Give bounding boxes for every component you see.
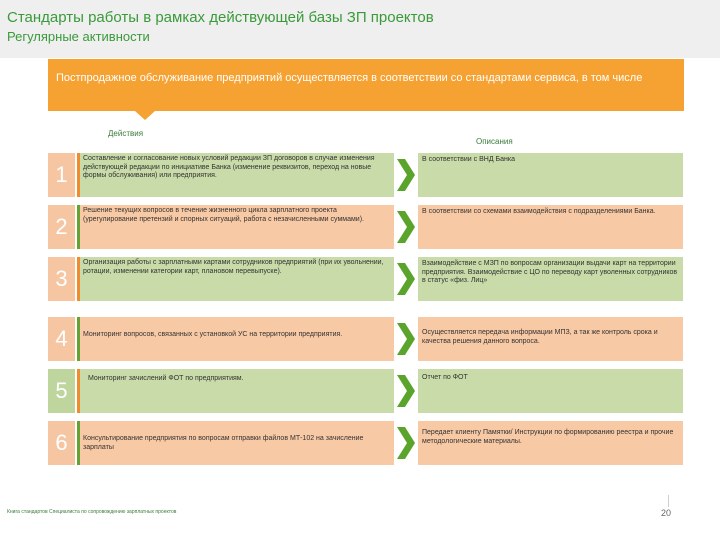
action-cell <box>77 205 394 249</box>
description-text: Передает клиенту Памятки/ Инструкции по формированию реестра и прочие методологические материалы. <box>422 429 674 445</box>
table-row <box>0 153 720 197</box>
table-row <box>0 257 720 301</box>
row-number: 1 <box>48 153 75 197</box>
header <box>0 0 720 58</box>
banner-text: Постпродажное обслуживание предприятий осуществляется в соответствии со стандартами сервиса, в том числе <box>56 72 643 84</box>
description-cell <box>418 369 683 413</box>
action-cell <box>77 153 394 197</box>
chevron-right-icon <box>397 211 415 243</box>
chevron-right-icon <box>397 263 415 295</box>
action-text: Организация работы с зарплатными картами сотрудников предприятий (при их увольнении, ротации, изменении категории карт, плановом перевыпуске). <box>83 259 384 275</box>
descriptions-column-label: Описания <box>476 137 513 146</box>
chevron-right-icon <box>397 159 415 191</box>
description-text: Взаимодействие с МЗП по вопросам организации выдачи карт на территории предприятия. Взаимодействие с ЦО по переводу карт уволенных сотрудников в статус «физ. Лиц» <box>422 260 678 284</box>
action-cell <box>77 257 394 301</box>
row-number: 5 <box>48 369 75 413</box>
footer-divider <box>668 495 669 507</box>
action-text: Мониторинг вопросов, связанных с установкой УС на территории предприятия. <box>83 331 343 338</box>
action-text: Решение текущих вопросов в течение жизненного цикла зарплатного проекта (урегулирование претензий и спорных ситуаций, работа с незачисленными суммами). <box>83 207 364 223</box>
description-text: В соответствии с ВНД Банка <box>422 156 515 163</box>
table-row <box>0 317 720 361</box>
action-cell <box>77 369 394 413</box>
description-cell <box>418 153 683 197</box>
description-cell <box>418 257 683 301</box>
action-text: Мониторинг зачислений ФОТ по предприятиям. <box>88 375 244 382</box>
description-text: Осуществляется передача информации МПЗ, а так же контроль срока и качества решения данного вопроса. <box>422 329 658 345</box>
description-cell <box>418 205 683 249</box>
page-subtitle: Регулярные активности <box>7 29 150 44</box>
chevron-right-icon <box>397 375 415 407</box>
action-cell <box>77 421 394 465</box>
action-cell <box>77 317 394 361</box>
description-cell <box>418 421 683 465</box>
intro-banner <box>48 59 684 111</box>
action-text: Составление и согласование новых условий редакции ЗП договоров в случае изменения действующей редакции по инициативе Банка (изменение реквизитов, переход на новые формы обслуживания) или предприятия. <box>83 155 375 179</box>
chevron-right-icon <box>397 323 415 355</box>
row-number: 3 <box>48 257 75 301</box>
footer-text: Книга стандартов Специалиста по сопровождению зарплатных проектов <box>7 509 177 515</box>
action-text: Консультирование предприятия по вопросам отправки файлов МТ-102 на зачисление зарплаты <box>83 435 364 451</box>
page-title: Стандарты работы в рамках действующей базы ЗП проектов <box>7 9 434 26</box>
chevron-right-icon <box>397 427 415 459</box>
page-number: 20 <box>661 508 672 518</box>
table-row <box>0 205 720 249</box>
row-number: 6 <box>48 421 75 465</box>
actions-column-label: Действия <box>108 129 144 138</box>
row-number: 4 <box>48 317 75 361</box>
description-cell <box>418 317 683 361</box>
description-text: Отчет по ФОТ <box>422 374 468 381</box>
banner-pointer-icon <box>135 111 155 120</box>
description-text: В соответствии со схемами взаимодействия с подразделениями Банка. <box>422 208 656 215</box>
table-row <box>0 369 720 413</box>
row-number: 2 <box>48 205 75 249</box>
table-row <box>0 421 720 465</box>
